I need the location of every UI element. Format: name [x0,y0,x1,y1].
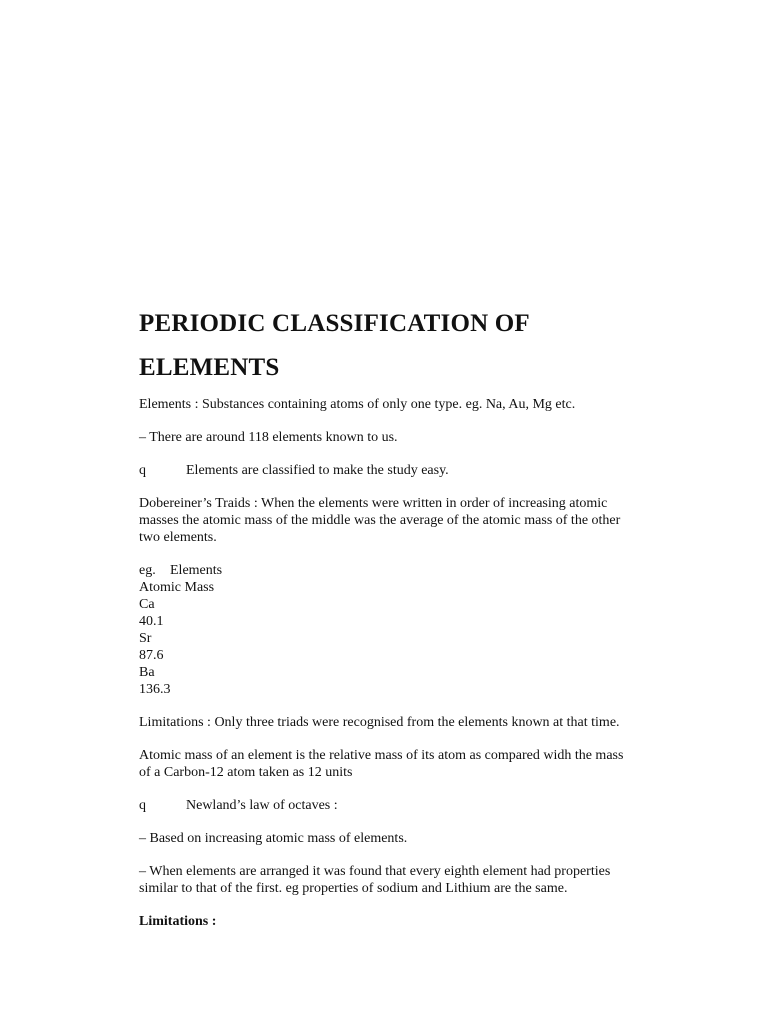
paragraph-triad-limitations: Limitations : Only three triads were recognised from the elements known at that time. [139,715,620,730]
title-line-1: PERIODIC CLASSIFICATION OF [139,310,530,337]
header-elements: Elements [170,563,223,578]
bullet-text: Elements are classified to make the study easy. [186,463,449,478]
bullet-marker: q [139,463,146,478]
example-label: eg. [139,563,156,578]
paragraph-elements-definition: Elements : Substances containing atoms of only one type. eg. Na, Au, Mg etc. [139,397,576,412]
bullet-text: Newland’s law of octaves : [186,798,338,813]
bullet-classification [139,462,629,479]
paragraph-dobereiner-triads: Dobereiner’s Traids : When the elements were written in order of increasing atomic masses the atomic mass of the middle was the average of the atomic mass of the other two elements. [139,496,621,545]
table-cell-element: Ca [139,597,155,612]
document-body [139,302,629,946]
table-cell-mass: 136.3 [139,682,171,697]
paragraph-based-on-mass: – Based on increasing atomic mass of elements. [139,831,408,846]
table-cell-mass: 40.1 [139,614,164,629]
table-cell-mass: 87.6 [139,648,164,663]
page-title [139,302,629,390]
title-line-2: ELEMENTS [139,354,280,381]
paragraph-atomic-mass-definition: Atomic mass of an element is the relative mass of its atom as compared widh the mass of a Carbon-12 atom taken as 12 units [139,748,624,780]
triads-table [139,562,629,698]
bullet-marker: q [139,798,146,813]
paragraph-element-count: – There are around 118 elements known to us. [139,430,398,445]
limitations-heading: Limitations : [139,914,217,929]
header-atomic-mass: Atomic Mass [139,580,215,595]
bullet-newlands-law [139,797,629,814]
table-cell-element: Sr [139,631,152,646]
paragraph-every-eighth-element: – When elements are arranged it was found that every eighth element had properties similar to that of the first. eg properties of sodium and Lithium are the same. [139,864,611,896]
triads-table-header [139,562,629,579]
table-cell-element: Ba [139,665,155,680]
